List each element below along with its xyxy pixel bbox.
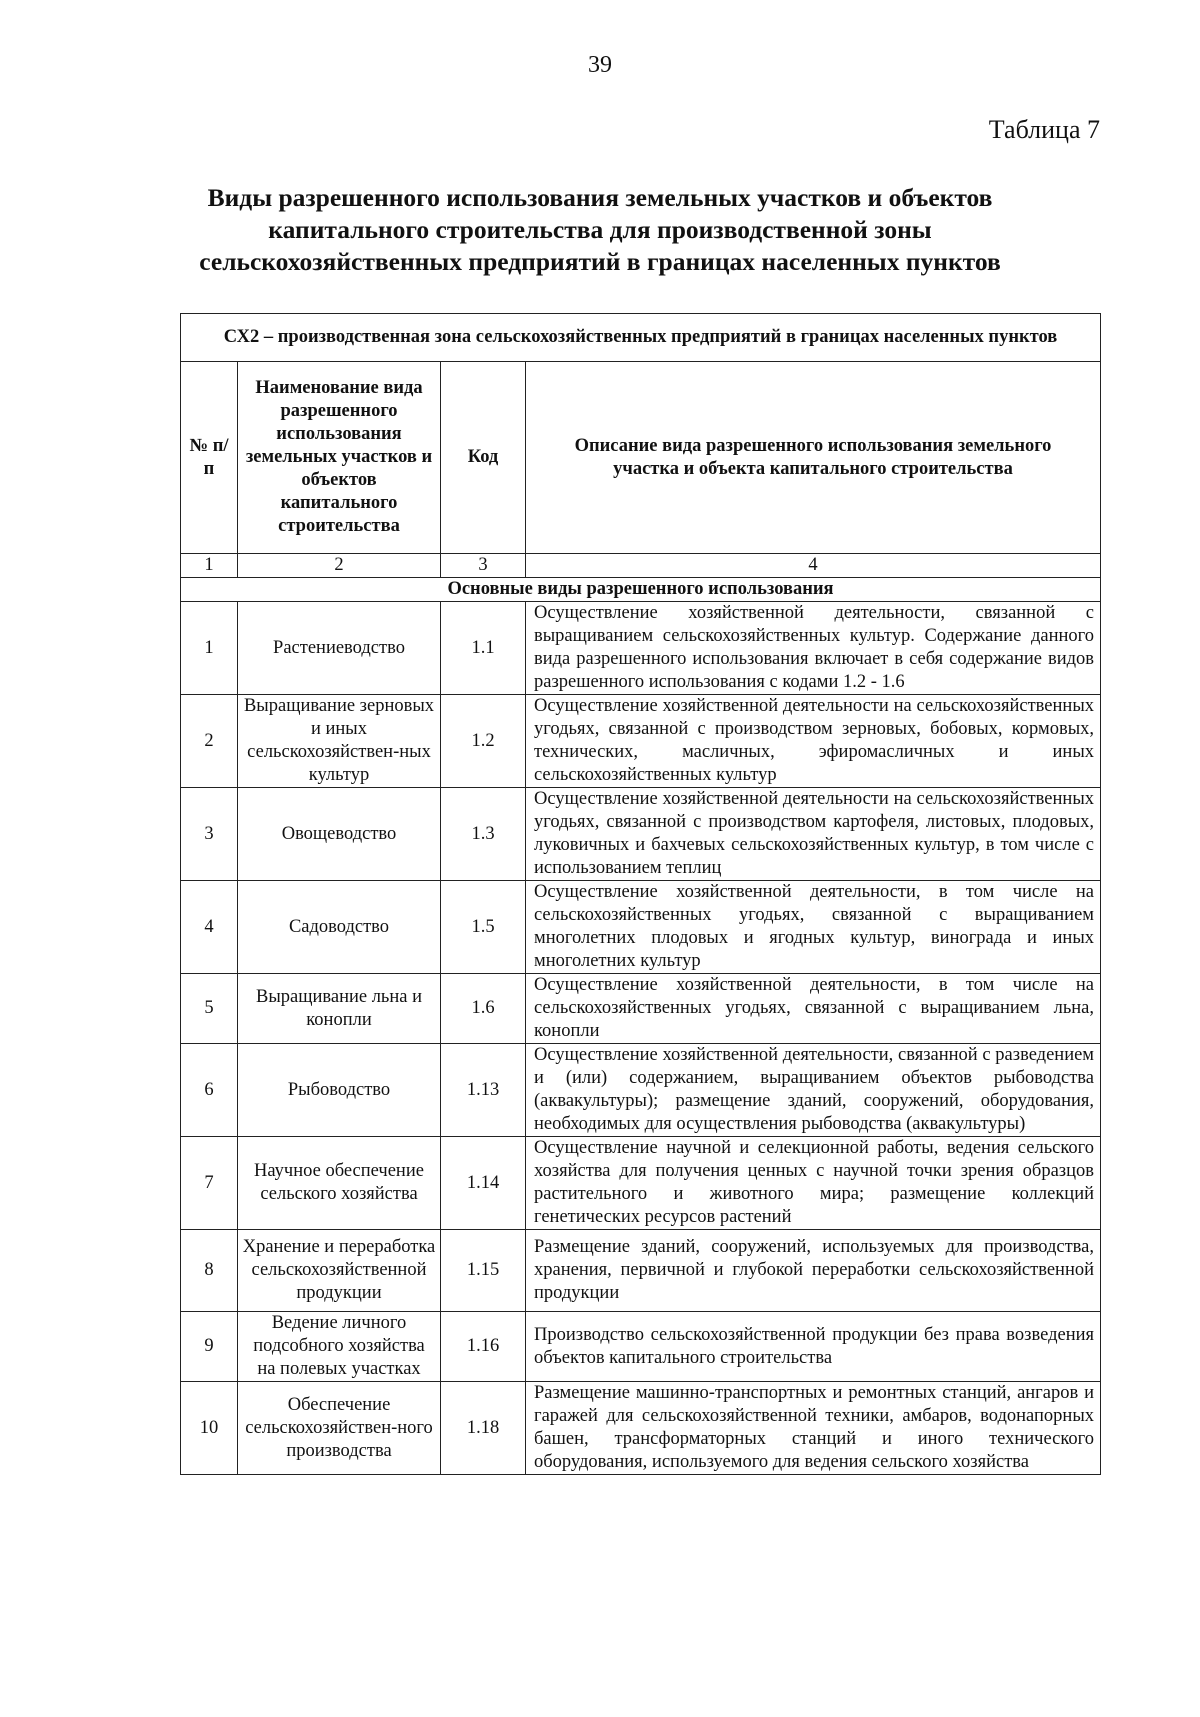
zone-header-row [181, 314, 1101, 362]
row-number: 8 [181, 1230, 238, 1312]
row-description: Осуществление хозяйственной деятельности, связанной с выращиванием сельскохозяйственных культур. Содержание данного вида разрешенного использования включает в себя содержание видов разрешенного использования с кодами 1.2 - 1.6 [526, 602, 1101, 695]
row-code: 1.14 [441, 1137, 526, 1230]
table-label: Таблица 7 [988, 115, 1100, 144]
zone-header: СХ2 – производственная зона сельскохозяйственных предприятий в границах населенных пунктов [181, 314, 1101, 362]
row-name: Хранение и переработка сельскохозяйственной продукции [238, 1230, 441, 1312]
row-description: Осуществление хозяйственной деятельности на сельскохозяйственных угодьях, связанной с производством картофеля, листовых, плодовых, луковичных и бахчевых сельскохозяйственных культур, в том числе с использованием теплиц [526, 788, 1101, 881]
row-name: Обеспечение сельскохозяйствен-ного производства [238, 1382, 441, 1475]
row-name: Выращивание зерновых и иных сельскохозяйствен-ных культур [238, 695, 441, 788]
header-description: Описание вида разрешенного использования земельного участка и объекта капитального строительства [526, 362, 1101, 554]
column-number: 1 [181, 554, 238, 578]
row-number: 10 [181, 1382, 238, 1475]
column-number: 2 [238, 554, 441, 578]
row-code: 1.16 [441, 1312, 526, 1382]
column-numbers-row [181, 554, 1101, 578]
column-number: 3 [441, 554, 526, 578]
row-description: Размещение машинно-транспортных и ремонтных станций, ангаров и гаражей для сельскохозяйственной техники, амбаров, водонапорных башен, трансформаторных станций и иного технического оборудования, используемого для ведения сельского хозяйства [526, 1382, 1101, 1475]
table-row [181, 974, 1101, 1044]
table-row [181, 1382, 1101, 1475]
row-code: 1.2 [441, 695, 526, 788]
page-number: 39 [588, 52, 612, 78]
row-description: Осуществление хозяйственной деятельности, связанной с разведением и (или) содержанием, выращиванием объектов рыбоводства (аквакультуры); размещение зданий, сооружений, оборудования, необходимых для осуществления рыбоводства (аквакультуры) [526, 1044, 1101, 1137]
row-description: Осуществление научной и селекционной работы, ведения сельского хозяйства для получения ценных с научной точки зрения образцов растительного и животного мира; размещение коллекций генетических ресурсов растений [526, 1137, 1101, 1230]
table-row [181, 788, 1101, 881]
row-number: 5 [181, 974, 238, 1044]
row-number: 4 [181, 881, 238, 974]
row-code: 1.3 [441, 788, 526, 881]
header-num: № п/п [181, 362, 238, 554]
row-code: 1.5 [441, 881, 526, 974]
row-name: Ведение личного подсобного хозяйства на полевых участках [238, 1312, 441, 1382]
row-name: Растениеводство [238, 602, 441, 695]
row-number: 6 [181, 1044, 238, 1137]
row-name: Выращивание льна и конопли [238, 974, 441, 1044]
section-row [181, 578, 1101, 602]
row-name: Садоводство [238, 881, 441, 974]
table-row [181, 1312, 1101, 1382]
row-name: Научное обеспечение сельского хозяйства [238, 1137, 441, 1230]
row-description: Размещение зданий, сооружений, используемых для производства, хранения, первичной и глубокой переработки сельскохозяйственной продукции [526, 1230, 1101, 1312]
table-row [181, 1230, 1101, 1312]
row-code: 1.6 [441, 974, 526, 1044]
header-name: Наименование вида разрешенного использования земельных участков и объектов капитального строительства [238, 362, 441, 554]
row-number: 1 [181, 602, 238, 695]
row-number: 2 [181, 695, 238, 788]
row-code: 1.1 [441, 602, 526, 695]
row-number: 9 [181, 1312, 238, 1382]
column-number: 4 [526, 554, 1101, 578]
row-description: Производство сельскохозяйственной продукции без права возведения объектов капитального строительства [526, 1312, 1101, 1382]
table-row [181, 1137, 1101, 1230]
row-name: Рыбоводство [238, 1044, 441, 1137]
document-title: Виды разрешенного использования земельных участков и объектов капитального строительства для производственной зоны сельскохозяйственных предприятий в границах населенных пунктов [199, 183, 1001, 276]
table-row [181, 602, 1101, 695]
table-row [181, 695, 1101, 788]
row-name: Овощеводство [238, 788, 441, 881]
land-use-table [180, 313, 1101, 1475]
row-number: 3 [181, 788, 238, 881]
row-code: 1.13 [441, 1044, 526, 1137]
row-description: Осуществление хозяйственной деятельности на сельскохозяйственных угодьях, связанной с производством зерновых, бобовых, кормовых, технических, масличных, эфиромасличных и иных сельскохозяйственных культур [526, 695, 1101, 788]
header-row [181, 362, 1101, 554]
header-code: Код [441, 362, 526, 554]
row-description: Осуществление хозяйственной деятельности, в том числе на сельскохозяйственных угодьях, связанной с выращиванием льна, конопли [526, 974, 1101, 1044]
table-row [181, 881, 1101, 974]
table-row [181, 1044, 1101, 1137]
row-number: 7 [181, 1137, 238, 1230]
section-title: Основные виды разрешенного использования [181, 578, 1101, 602]
row-code: 1.18 [441, 1382, 526, 1475]
row-code: 1.15 [441, 1230, 526, 1312]
row-description: Осуществление хозяйственной деятельности, в том числе на сельскохозяйственных угодьях, связанной с выращиванием многолетних плодовых и ягодных культур, винограда и иных многолетних культур [526, 881, 1101, 974]
